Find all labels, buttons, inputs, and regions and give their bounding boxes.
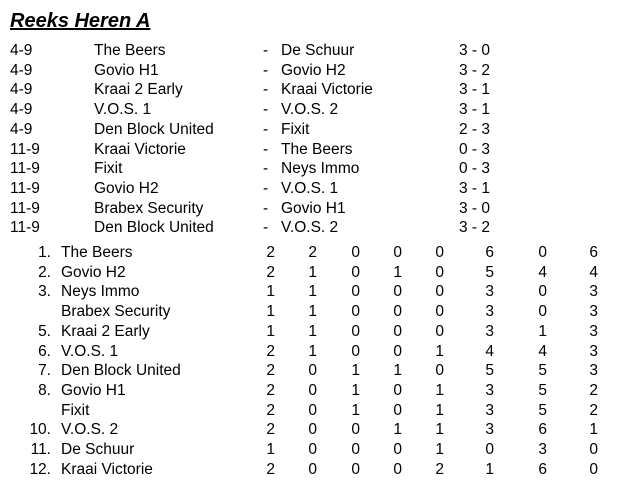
standing-team: Brabex Security — [61, 303, 171, 320]
standing-stat: 0 — [538, 303, 547, 320]
match-date: 4-9 — [10, 121, 33, 138]
standing-stat: 6 — [589, 244, 598, 261]
standing-rank: 11. — [30, 441, 51, 458]
standing-stat: 4 — [485, 343, 494, 360]
standing-stat: 2 — [589, 402, 598, 419]
match-away: De Schuur — [281, 42, 355, 59]
standing-stat: 3 — [589, 362, 598, 379]
standing-stat: 2 — [435, 461, 444, 478]
standing-rank: 8. — [38, 382, 51, 399]
standing-stat: 6 — [538, 421, 547, 438]
standing-stat: 2 — [266, 264, 275, 281]
match-away: V.O.S. 2 — [281, 219, 339, 236]
standing-team: Kraai Victorie — [61, 461, 153, 478]
standing-rank: 5. — [38, 323, 51, 340]
standing-stat: 0 — [351, 244, 360, 261]
standing-team: V.O.S. 1 — [61, 343, 119, 360]
match-date: 11-9 — [10, 200, 40, 217]
standing-stat: 0 — [308, 421, 317, 438]
match-sep: - — [263, 42, 269, 59]
standing-stat: 1 — [308, 303, 317, 320]
standing-stat: 1 — [351, 402, 360, 419]
standing-team: De Schuur — [61, 441, 135, 458]
standing-stat: 3 — [485, 382, 494, 399]
standing-stat: 2 — [266, 421, 275, 438]
match-home: Brabex Security — [94, 200, 204, 217]
standing-stat: 1 — [266, 283, 275, 300]
standing-stat: 2 — [308, 244, 317, 261]
standing-team: V.O.S. 2 — [61, 421, 119, 438]
match-sep: - — [263, 160, 269, 177]
match-home: Govio H1 — [94, 62, 159, 79]
standing-stat: 0 — [308, 362, 317, 379]
standing-stat: 0 — [351, 264, 360, 281]
match-score: 3 - 1 — [459, 81, 491, 98]
standing-stat: 2 — [266, 343, 275, 360]
page-title: Reeks Heren A — [10, 10, 151, 32]
standing-team: Den Block United — [61, 362, 181, 379]
standing-stat: 0 — [308, 382, 317, 399]
standing-stat: 0 — [308, 461, 317, 478]
standing-stat: 1 — [308, 343, 317, 360]
standing-team: The Beers — [61, 244, 133, 261]
standing-stat: 0 — [351, 343, 360, 360]
standing-stat: 0 — [538, 244, 547, 261]
standing-stat: 2 — [266, 362, 275, 379]
standing-stat: 3 — [485, 323, 494, 340]
standing-stat: 0 — [538, 283, 547, 300]
standing-stat: 3 — [485, 421, 494, 438]
standing-stat: 0 — [308, 402, 317, 419]
standing-stat: 1 — [589, 421, 598, 438]
match-sep: - — [263, 101, 269, 118]
standing-stat: 2 — [266, 382, 275, 399]
standing-stat: 0 — [393, 283, 402, 300]
standing-stat: 0 — [589, 461, 598, 478]
standing-stat: 0 — [351, 283, 360, 300]
match-score: 3 - 2 — [459, 62, 491, 79]
standing-rank: 6. — [38, 343, 51, 360]
standing-stat: 3 — [589, 323, 598, 340]
match-score: 0 - 3 — [459, 141, 491, 158]
standing-stat: 4 — [589, 264, 598, 281]
standing-stat: 0 — [393, 343, 402, 360]
match-date: 4-9 — [10, 81, 33, 98]
standing-team: Kraai 2 Early — [61, 323, 150, 340]
standing-rank: 2. — [38, 264, 51, 281]
standing-stat: 0 — [393, 323, 402, 340]
match-home: Den Block United — [94, 121, 214, 138]
match-away: Govio H2 — [281, 62, 346, 79]
standing-stat: 0 — [351, 441, 360, 458]
standing-stat: 1 — [266, 441, 275, 458]
standing-stat: 0 — [393, 244, 402, 261]
standing-stat: 0 — [485, 441, 494, 458]
standing-stat: 1 — [393, 362, 402, 379]
standing-rank: 3. — [38, 283, 51, 300]
standing-stat: 4 — [538, 343, 547, 360]
standing-team: Govio H1 — [61, 382, 126, 399]
standing-stat: 1 — [308, 264, 317, 281]
match-date: 11-9 — [10, 180, 40, 197]
standing-stat: 0 — [393, 441, 402, 458]
standing-stat: 0 — [435, 283, 444, 300]
standing-stat: 0 — [435, 362, 444, 379]
match-score: 0 - 3 — [459, 160, 491, 177]
standing-rank: 10. — [29, 421, 51, 438]
standing-stat: 0 — [393, 402, 402, 419]
standing-stat: 1 — [266, 303, 275, 320]
match-home: The Beers — [94, 42, 166, 59]
standing-stat: 1 — [393, 264, 402, 281]
standing-rank: 7. — [38, 362, 51, 379]
standing-team: Fixit — [61, 402, 90, 419]
standing-stat: 1 — [351, 362, 360, 379]
standing-stat: 6 — [485, 244, 494, 261]
standing-stat: 6 — [538, 461, 547, 478]
match-away: Kraai Victorie — [281, 81, 373, 98]
standing-stat: 0 — [351, 303, 360, 320]
standing-stat: 1 — [308, 323, 317, 340]
match-away: Fixit — [281, 121, 310, 138]
standing-stat: 5 — [485, 362, 494, 379]
standing-stat: 0 — [393, 303, 402, 320]
match-home: Govio H2 — [94, 180, 159, 197]
standing-rank: 12. — [29, 461, 51, 478]
standing-stat: 3 — [485, 283, 494, 300]
standing-stat: 1 — [435, 382, 444, 399]
standing-stat: 2 — [589, 382, 598, 399]
match-date: 11-9 — [10, 141, 40, 158]
standing-stat: 3 — [485, 303, 494, 320]
match-sep: - — [263, 180, 269, 197]
match-sep: - — [263, 141, 269, 158]
standing-stat: 1 — [308, 283, 317, 300]
standing-stat: 1 — [485, 461, 494, 478]
match-sep: - — [263, 121, 269, 138]
match-away: Govio H1 — [281, 200, 346, 217]
standing-team: Govio H2 — [61, 264, 126, 281]
standing-stat: 0 — [393, 461, 402, 478]
standing-stat: 5 — [485, 264, 494, 281]
match-away: V.O.S. 2 — [281, 101, 339, 118]
match-score: 3 - 0 — [459, 42, 491, 59]
match-date: 11-9 — [10, 219, 40, 236]
match-date: 4-9 — [10, 42, 33, 59]
standing-stat: 0 — [435, 303, 444, 320]
standing-stat: 3 — [538, 441, 547, 458]
standing-stat: 0 — [393, 382, 402, 399]
standing-stat: 1 — [393, 421, 402, 438]
standing-stat: 0 — [351, 323, 360, 340]
standing-stat: 4 — [538, 264, 547, 281]
standing-stat: 0 — [435, 264, 444, 281]
standing-stat: 2 — [266, 461, 275, 478]
match-score: 2 - 3 — [459, 121, 491, 138]
match-sep: - — [263, 81, 269, 98]
standing-rank: 1. — [38, 244, 51, 261]
standing-stat: 1 — [435, 402, 444, 419]
standing-stat: 5 — [538, 402, 547, 419]
standing-stat: 0 — [589, 441, 598, 458]
match-away: V.O.S. 1 — [281, 180, 339, 197]
standing-stat: 1 — [266, 323, 275, 340]
standing-stat: 5 — [538, 382, 547, 399]
match-sep: - — [263, 62, 269, 79]
match-score: 3 - 1 — [459, 101, 491, 118]
match-home: Fixit — [94, 160, 123, 177]
standing-stat: 3 — [589, 283, 598, 300]
match-date: 4-9 — [10, 62, 33, 79]
standing-stat: 2 — [266, 244, 275, 261]
standing-stat: 2 — [266, 402, 275, 419]
standing-stat: 5 — [538, 362, 547, 379]
match-home: Kraai Victorie — [94, 141, 186, 158]
standing-stat: 0 — [351, 421, 360, 438]
standing-stat: 3 — [589, 343, 598, 360]
match-score: 3 - 1 — [459, 180, 491, 197]
match-score: 3 - 0 — [459, 200, 491, 217]
standing-stat: 0 — [435, 323, 444, 340]
match-score: 3 - 2 — [459, 219, 491, 236]
match-home: Kraai 2 Early — [94, 81, 183, 98]
match-sep: - — [263, 219, 269, 236]
match-sep: - — [263, 200, 269, 217]
match-away: Neys Immo — [281, 160, 360, 177]
standing-stat: 3 — [589, 303, 598, 320]
match-home: V.O.S. 1 — [94, 101, 152, 118]
standing-stat: 1 — [435, 441, 444, 458]
standing-stat: 3 — [485, 402, 494, 419]
match-away: The Beers — [281, 141, 353, 158]
standing-stat: 1 — [435, 343, 444, 360]
match-date: 4-9 — [10, 101, 33, 118]
match-home: Den Block United — [94, 219, 214, 236]
standing-stat: 1 — [538, 323, 547, 340]
standing-stat: 1 — [351, 382, 360, 399]
match-date: 11-9 — [10, 160, 40, 177]
standing-stat: 0 — [308, 441, 317, 458]
standing-stat: 0 — [351, 461, 360, 478]
standing-stat: 1 — [435, 421, 444, 438]
standing-team: Neys Immo — [61, 283, 140, 300]
standing-stat: 0 — [435, 244, 444, 261]
